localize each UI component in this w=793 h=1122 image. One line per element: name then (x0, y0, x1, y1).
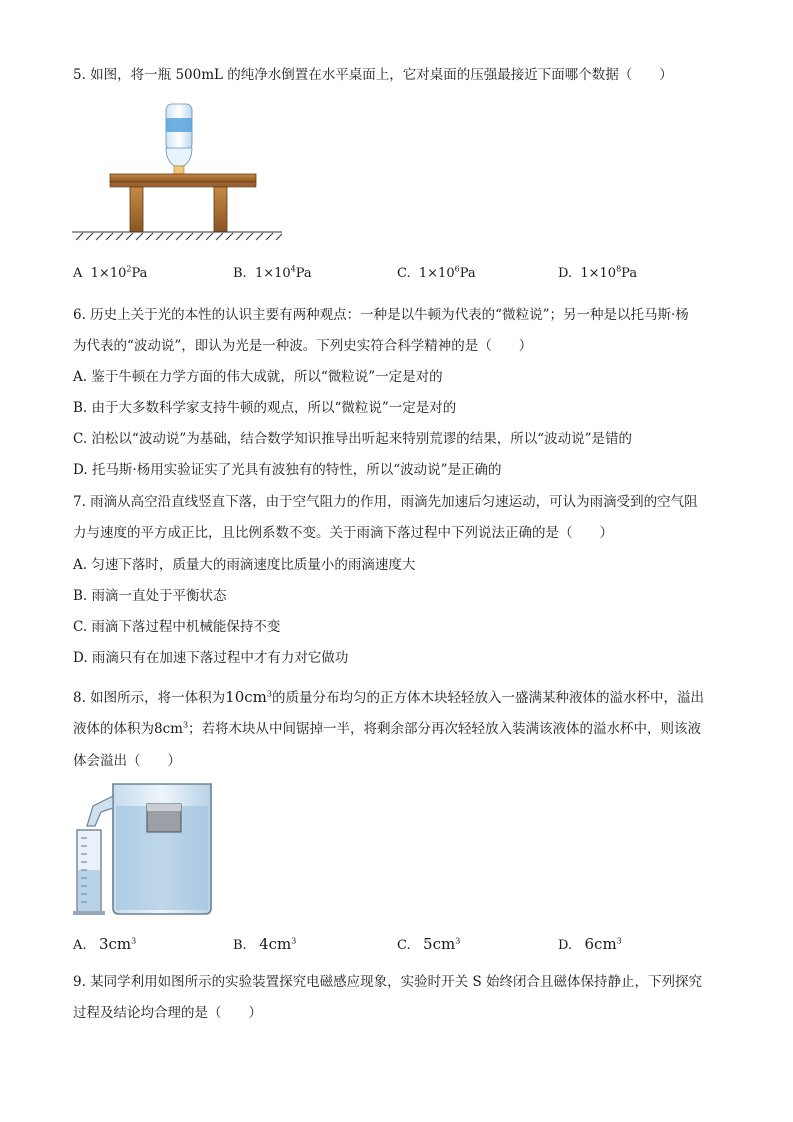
q5-option-b[interactable]: B. $1\times 10^4Pa$ (233, 264, 312, 281)
q7-option-c[interactable]: C. 雨滴下落过程中机械能保持不变 (73, 619, 281, 635)
q5-option-d[interactable]: D. $1\times 10^8Pa$ (558, 264, 638, 281)
q5-option-a[interactable]: A $1\times 10^2Pa$ (73, 264, 148, 281)
bottle-on-table-figure (72, 100, 284, 245)
q7-option-a[interactable]: A. 匀速下落时，质量大的雨滴速度比质量小的雨滴速度大 (73, 557, 416, 573)
q6-option-c[interactable]: C. 泊松以“波动说”为基础，结合数学知识推导出听起来特别荒谬的结果，所以“波动说”是错的 (73, 431, 633, 447)
q7-stem-line1: 7. 雨滴从高空沿直线竖直下落，由于空气阻力的作用，雨滴先加速后匀速运动，可认为雨滴受到的空气阻 (73, 494, 698, 510)
q6-option-b[interactable]: B. 由于大多数科学家支持牛顿的观点，所以“微粒说”一定是对的 (73, 400, 457, 416)
water-bottle (166, 104, 192, 174)
ground-hatching (72, 232, 282, 240)
q6-stem-line1: 6. 历史上关于光的本性的认识主要有两种观点：一种是以牛顿为代表的“微粒说”；另一种是以托马斯·杨 (73, 307, 689, 323)
overflow-cup-figure (73, 782, 218, 917)
q6-option-d[interactable]: D. 托马斯·杨用实验证实了光具有波独有的特性，所以“波动说”是正确的 (73, 462, 502, 478)
q7-option-b[interactable]: B. 雨滴一直处于平衡状态 (73, 588, 227, 604)
q6-option-a[interactable]: A. 鉴于牛顿在力学方面的伟大成就，所以“微粒说”一定是对的 (73, 369, 443, 385)
q7-option-d[interactable]: D. 雨滴只有在加速下落过程中才有力对它做功 (73, 650, 349, 666)
q8-option-a[interactable]: A. $3cm^3$ (73, 935, 137, 953)
q9-stem-line1: 9. 某同学利用如图所示的实验装置探究电磁感应现象，实验时开关 S 始终闭合且磁体保持静止，下列探究 (73, 974, 703, 990)
q8-option-b[interactable]: B. $4cm^3$ (233, 935, 297, 953)
q5-stem: 5. 如图，将一瓶 500mL 的纯净水倒置在水平桌面上，它对桌面的压强最接近下面哪个数据（ ） (73, 67, 673, 83)
measuring-cylinder (73, 830, 105, 915)
overflow-cup (87, 784, 211, 914)
q8-stem-line2: 液体的体积为$8cm^3$；若将木块从中间锯掉一半，将剩余部分再次轻轻放入装满该液体的溢水杯中，则该液 (73, 720, 702, 737)
q6-stem-line2: 为代表的“波动说”，即认为光是一种波。下列史实符合科学精神的是（ ） (73, 338, 533, 354)
q8-option-d[interactable]: D. $6cm^3$ (558, 935, 622, 953)
q7-stem-line2: 力与速度的平方成正比，且比例系数不变。关于雨滴下落过程中下列说法正确的是（ ） (73, 525, 613, 541)
q8-stem-line3: 体会溢出（ ） (73, 753, 181, 769)
q8-option-c[interactable]: C. $5cm^3$ (397, 935, 461, 953)
wooden-table (110, 174, 256, 232)
q9-stem-line2: 过程及结论均合理的是（ ） (73, 1005, 262, 1021)
q5-option-c[interactable]: C. $1\times 10^6Pa$ (397, 264, 476, 281)
q8-stem-line1: 8. 如图所示，将一体积为$10cm^3$的质量分布均匀的正方体木块轻轻放入一盛满某种液体的溢水杯中，溢出 (73, 688, 704, 706)
